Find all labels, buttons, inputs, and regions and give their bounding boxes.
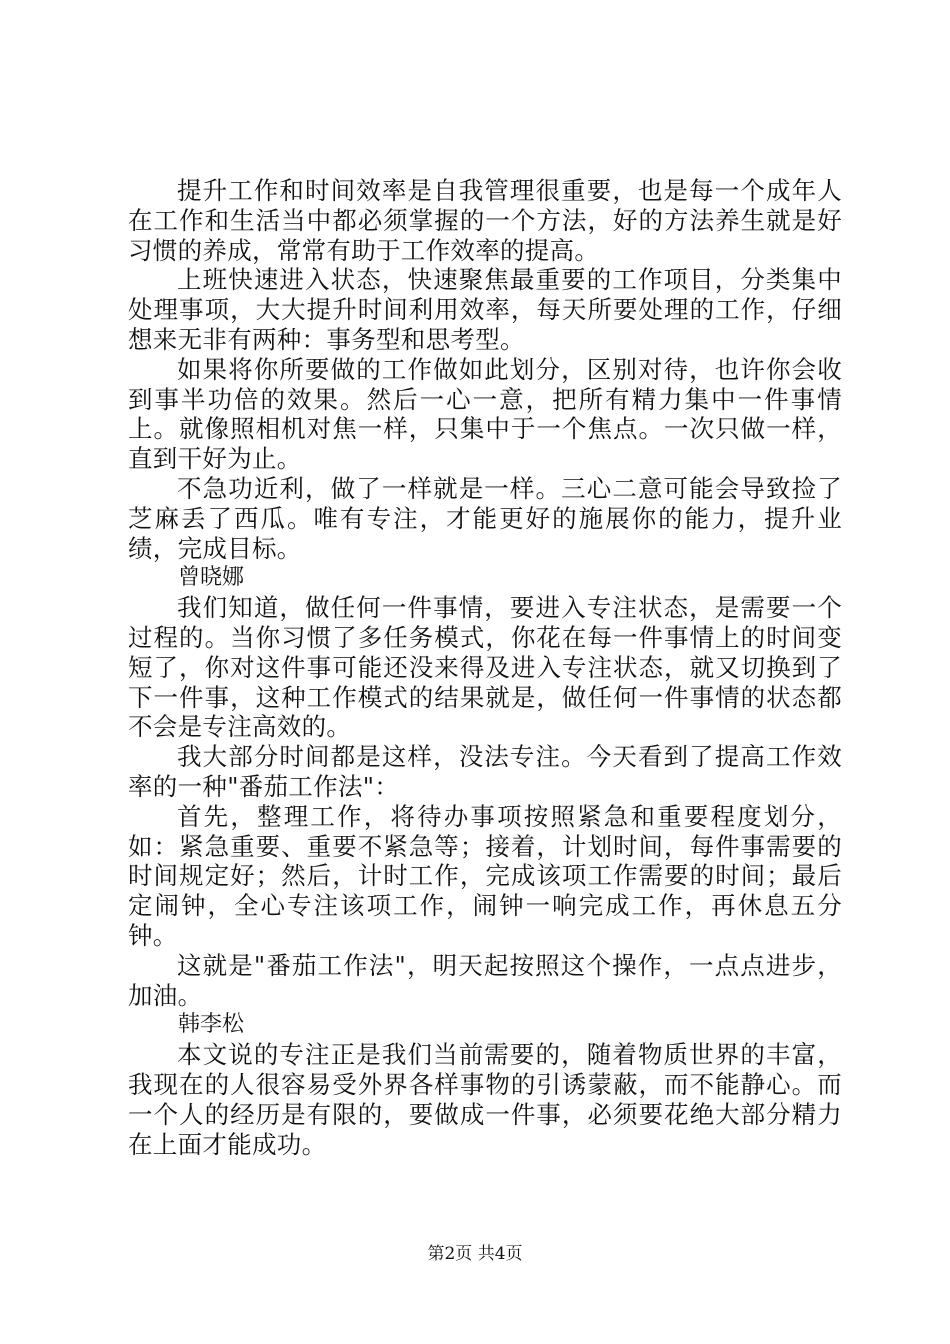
paragraph: 不急功近利，做了一样就是一样。三心二意可能会导致捡了芝麻丢了西瓜。唯有专注，才能更好的施展你的能力，提升业绩，完成目标。: [128, 473, 842, 563]
paragraph: 上班快速进入状态，快速聚焦最重要的工作项目，分类集中处理事项，大大提升时间利用效率，每天所要处理的工作，仔细想来无非有两种：事务型和思考型。: [128, 265, 842, 354]
paragraph: 本文说的专注正是我们当前需要的，随着物质世界的丰富，我现在的人很容易受外界各样事物的引诱蒙蔽，而不能静心。而一个人的经历是有限的，要做成一件事，必须要花绝大部分精力在上面才能成功。: [128, 1040, 842, 1159]
page-footer: 第2页 共4页: [427, 1244, 523, 1264]
author-name: 曾晓娜: [178, 565, 245, 591]
paragraph: 我大部分时间都是这样，没法专注。今天看到了提高工作效率的一种"番茄工作法"：: [128, 742, 842, 801]
paragraph: 我们知道，做任何一件事情，要进入专注状态，是需要一个过程的。当你习惯了多任务模式，你花在每一件事情上的时间变短了，你对这件事可能还没来得及进入专注状态，就又切换到了下一件事，这种工作模式的结果就是，做任何一件事情的状态都不会是专注高效的。: [128, 593, 842, 742]
body-text: [128, 176, 842, 1159]
author-name: 韩李松: [178, 1012, 245, 1038]
paragraph: 这就是"番茄工作法"，明天起按照这个操作，一点点进步，加油。: [128, 950, 842, 1010]
paragraph: 提升工作和时间效率是自我管理很重要，也是每一个成年人在工作和生活当中都必须掌握的一个方法，好的方法养生就是好习惯的养成，常常有助于工作效率的提高。: [128, 176, 842, 265]
paragraph: 首先，整理工作，将待办事项按照紧急和重要程度划分，如：紧急重要、重要不紧急等；接着，计划时间，每件事需要的时间规定好；然后，计时工作，完成该项工作需要的时间；最后定闹钟，全心专注该项工作，闹钟一响完成工作，再休息五分钟。: [128, 801, 842, 950]
paragraph: 如果将你所要做的工作做如此划分，区别对待，也许你会收到事半功倍的效果。然后一心一意，把所有精力集中一件事情上。就像照相机对焦一样，只集中于一个焦点。一次只做一样，直到干好为止。: [128, 354, 842, 474]
